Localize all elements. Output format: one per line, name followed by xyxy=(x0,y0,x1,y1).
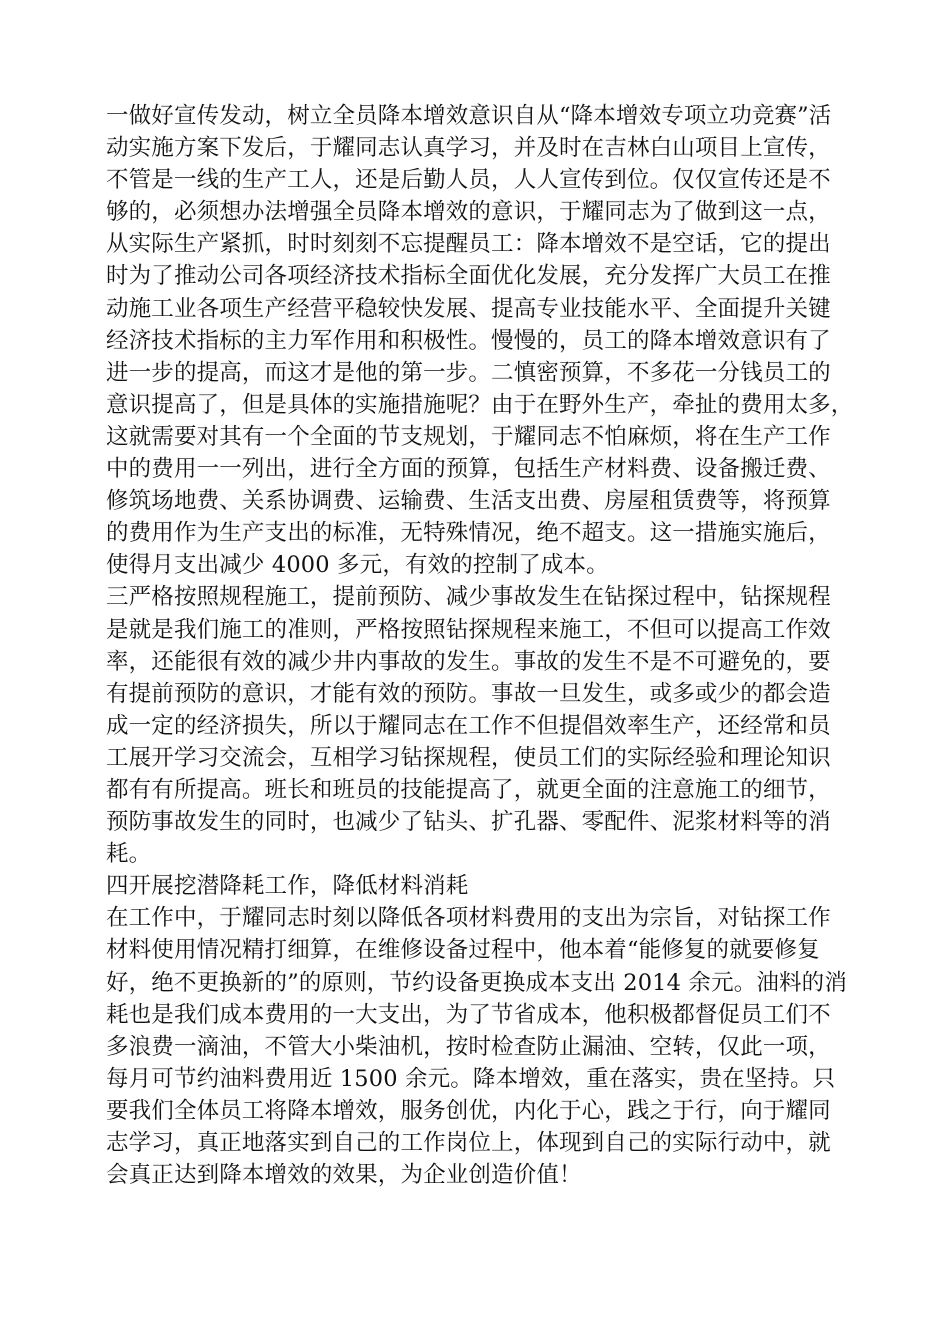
text-line: 成一定的经济损失，所以于耀同志在工作不但提倡效率生产，还经常和员 xyxy=(106,712,831,739)
text-line: 率，还能很有效的减少井内事故的发生。事故的发生不是不可避免的，要 xyxy=(106,648,831,675)
text-line: 耗也是我们成本费用的一大支出，为了节省成本，他积极都督促员工们不 xyxy=(106,1001,831,1028)
text-line: 要我们全体员工将降本增效，服务创优，内化于心，践之于行，向于耀同 xyxy=(106,1097,831,1124)
text-line: 够的，必须想办法增强全员降本增效的意识，于耀同志为了做到这一点， xyxy=(106,199,831,226)
text-line: 好，绝不更换新的”的原则，节约设备更换成本支出 2014 余元。油料的消 xyxy=(106,969,847,996)
text-line: 工展开学习交流会，互相学习钻探规程，使员工们的实际经验和理论知识 xyxy=(106,744,831,771)
text-line: 意识提高了，但是具体的实施措施呢？由于在野外生产，牵扯的费用太多， xyxy=(106,391,854,418)
text-line: 动施工业各项生产经营平稳较快发展、提高专业技能水平、全面提升关键 xyxy=(106,295,831,322)
text-line: 多浪费一滴油，不管大小柴油机，按时检查防止漏油、空转，仅此一项， xyxy=(106,1033,831,1060)
document-body xyxy=(106,100,866,1191)
text-line: 是就是我们施工的准则，严格按照钻探规程来施工，不但可以提高工作效 xyxy=(106,616,831,643)
text-line: 都有有所提高。班长和班员的技能提高了，就更全面的注意施工的细节， xyxy=(106,776,831,803)
text-line: 进一步的提高，而这才是他的第一步。二慎密预算，不多花一分钱员工的 xyxy=(106,359,831,386)
text-line: 时为了推动公司各项经济技术指标全面优化发展，充分发挥广大员工在推 xyxy=(106,263,831,290)
text-line: 经济技术指标的主力军作用和积极性。慢慢的，员工的降本增效意识有了 xyxy=(106,327,831,354)
text-line: 不管是一线的生产工人，还是后勤人员，人人宣传到位。仅仅宣传还是不 xyxy=(106,167,831,194)
text-line: 预防事故发生的同时，也减少了钻头、扩孔器、零配件、泥浆材料等的消 xyxy=(106,809,831,836)
text-line: 在工作中，于耀同志时刻以降低各项材料费用的支出为宗旨，对钻探工作 xyxy=(106,905,831,932)
text-line: 一做好宣传发动，树立全员降本增效意识自从“降本增效专项立功竞赛”活 xyxy=(106,103,832,129)
text-line: 材料使用情况精打细算，在维修设备过程中，他本着“能修复的就要修复 xyxy=(106,937,820,964)
text-line: 会真正达到降本增效的效果，为企业创造价值！ xyxy=(106,1162,582,1189)
text-line: 有提前预防的意识，才能有效的预防。事故一旦发生，或多或少的都会造 xyxy=(106,680,831,707)
text-line: 每月可节约油料费用近 1500 余元。降本增效，重在落实，贵在坚持。只 xyxy=(106,1065,836,1092)
text-line: 的费用作为生产支出的标准，无特殊情况，绝不超支。这一措施实施后， xyxy=(106,520,831,547)
text-line: 修筑场地费、关系协调费、运输费、生活支出费、房屋租赁费等，将预算 xyxy=(106,488,831,515)
text-line: 这就需要对其有一个全面的节支规划，于耀同志不怕麻烦，将在生产工作 xyxy=(106,423,831,450)
text-line: 动实施方案下发后，于耀同志认真学习，并及时在吉林白山项目上宣传， xyxy=(106,135,831,162)
text-line: 中的费用一一列出，进行全方面的预算，包括生产材料费、设备搬迁费、 xyxy=(106,456,831,483)
text-line: 志学习，真正地落实到自己的工作岗位上，体现到自己的实际行动中，就 xyxy=(106,1130,831,1156)
text-line: 四开展挖潜降耗工作，降低材料消耗 xyxy=(106,873,469,900)
text-line: 从实际生产紧抓，时时刻刻不忘提醒员工：降本增效不是空话，它的提出 xyxy=(106,231,831,258)
text-line: 耗。 xyxy=(106,841,152,868)
text-line: 三严格按照规程施工，提前预防、减少事故发生在钻探过程中，钻探规程 xyxy=(106,584,831,611)
text-line: 使得月支出减少 4000 多元，有效的控制了成本。 xyxy=(106,552,609,579)
